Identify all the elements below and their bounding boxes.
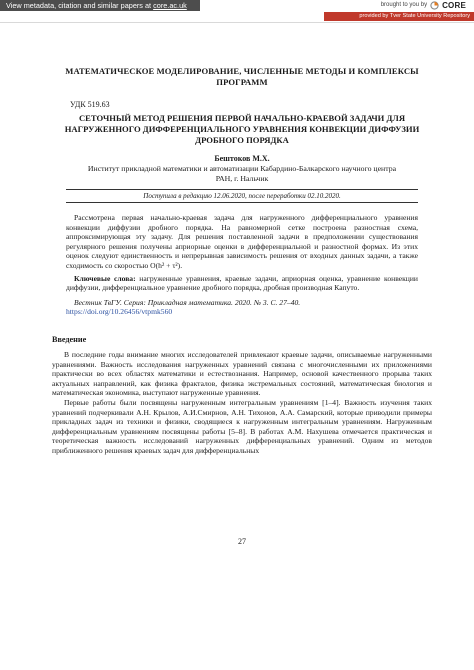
received-date: Поступила в редакцию 12.06.2020, после переработки 02.10.2020. bbox=[143, 192, 341, 200]
core-header-bar bbox=[0, 0, 474, 23]
brought-text: brought to you by bbox=[380, 2, 428, 8]
doi-link[interactable]: https://doi.org/10.26456/vtpmk560 bbox=[66, 307, 173, 317]
core-brought-by bbox=[381, 1, 466, 10]
core-link[interactable]: core.ac.uk bbox=[153, 1, 187, 10]
udk-code: УДК 519.63 bbox=[70, 100, 110, 109]
divider-top bbox=[66, 189, 418, 190]
keywords-text: нагруженные уравнения, краевые задачи, априорная оценка, уравнение конвекции диффузии, дифференциальное уравнение дробного порядка, дробная производная Капуто. bbox=[66, 273, 418, 293]
section-heading: МАТЕМАТИЧЕСКОЕ МОДЕЛИРОВАНИЕ, ЧИСЛЕННЫЕ МЕТОДЫ И КОМПЛЕКСЫ ПРОГРАММ bbox=[65, 66, 419, 87]
paper-page bbox=[52, 40, 432, 546]
author-affiliation: Институт прикладной математики и автоматизации Кабардино-Балкарского научного центра РАН, г. Нальчик bbox=[87, 164, 397, 183]
metadata-text: View metadata, citation and similar papers at bbox=[6, 1, 154, 10]
keywords bbox=[52, 274, 432, 293]
keywords-label: Ключевые слова: bbox=[74, 273, 136, 283]
intro-heading: Введение bbox=[52, 334, 87, 344]
core-logo-icon bbox=[430, 1, 439, 10]
intro-paragraph-1: В последние годы внимание многих исследователей привлекают краевые задачи, описываемые нагруженными уравнениями. Важность исследования нагруженных уравнений связана с многочисленными их приложениями практически во всех областях математики и естествознания. Например, основой качественного прорыва таких актуальных направлений, как физика фракталов, физика экстремальных состояний, математическая биология и математическая экономика, выступают нагруженные уравнения. bbox=[52, 349, 432, 398]
provider-banner[interactable]: provided by Tver State University Repository bbox=[324, 12, 474, 21]
page-number: 27 bbox=[238, 537, 246, 546]
core-name[interactable]: CORE bbox=[442, 1, 466, 10]
article-title: СЕТОЧНЫЙ МЕТОД РЕШЕНИЯ ПЕРВОЙ НАЧАЛЬНО-КРАЕВОЙ ЗАДАЧИ ДЛЯ НАГРУЖЕННОГО ДИФФЕРЕНЦИАЛЬНОГО УРАВНЕНИЯ КОНВЕКЦИИ ДИФФУЗИИ ДРОБНОГО ПОРЯДКА bbox=[64, 113, 420, 145]
abstract: Рассмотрена первая начально-краевая задача для нагруженного дифференциального уравнения конвекции диффузии дробного порядка. На равномерной сетке построена разностная схема, аппроксимирующая эту задачу. Для решения поставленной задачи в предположении существования регулярного решения получены априорные оценки в дифференциальной и разностной формах. Из этих оценок следуют единственность и непрерывная зависимость решения от входных данных задачи, а также сходимость со скоростью O(h² + τ²). bbox=[66, 213, 418, 270]
citation-journal: Вестник ТвГУ. Серия: Прикладная математика. 2020. № 3. С. 27–40. bbox=[74, 297, 301, 307]
author-name: Бештоков М.Х. bbox=[214, 154, 270, 163]
citation bbox=[52, 298, 432, 317]
divider-bottom bbox=[66, 202, 418, 203]
intro-paragraph-2: Первые работы были посвящены нагруженным интегральным уравнениям [1–4]. Важность изучения таких уравнений подчеркивали А.Н. Крылов, А.И.Смирнов, А.Н. Тихонов, А.А. Самарский, которые приводили примеры прикладных задач из техники и физики, сводящиеся к нагруженным интегральным уравнениям. Нагруженным дифференциальным уравнениям посвящены работы [5–8]. В работах А.М. Нахушева отмечается практическая и теоретическая важность исследований нагруженных дифференциальных уравнений. Одним из методов приближенного решения краевых задач для дифференциальных bbox=[52, 397, 432, 455]
metadata-banner bbox=[0, 0, 200, 11]
